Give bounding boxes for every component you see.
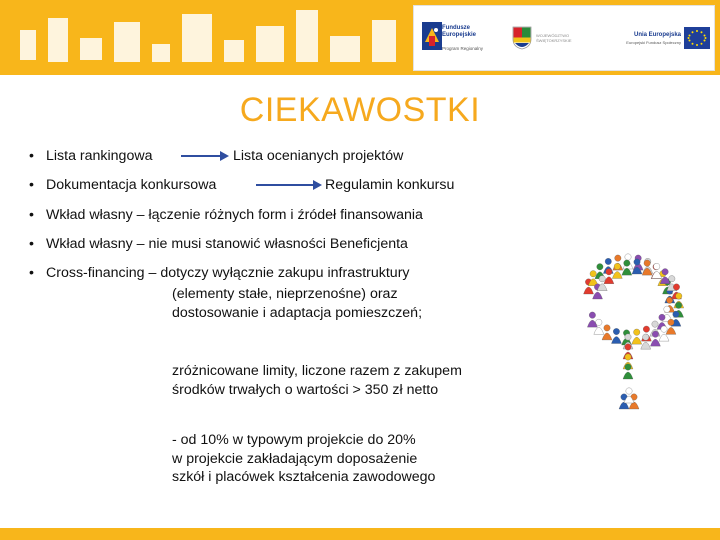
header-banner <box>0 0 720 75</box>
bullet-dot: • <box>29 236 34 252</box>
bullet-text: Wkład własny – łączenie różnych form i źródeł finansowania <box>46 207 423 223</box>
text-line: szkół i placówek kształcenia zawodowego <box>172 469 436 485</box>
text-line: - od 10% w typowym projekcie do 20% <box>172 432 416 448</box>
page-title: CIEKAWOSTKI <box>239 91 481 129</box>
footer-bar <box>0 528 720 540</box>
bullet-text: Wkład własny – nie musi stanowić własności Beneficjenta <box>46 236 408 252</box>
arrow-right-icon <box>255 179 323 191</box>
text-line: zróżnicowane limity, liczone razem z zakupem <box>172 363 462 379</box>
eu-label <box>601 32 681 46</box>
eu-flag-icon <box>684 27 710 49</box>
text-line: w projekcie zakładającym doposażenie <box>172 450 418 467</box>
bullet-text: Cross-financing – dotyczy wyłącznie zakupu infrastruktury <box>46 265 410 281</box>
funds-logo-subtitle: Program Regionalny <box>442 46 484 51</box>
cross-financing-limits <box>172 362 462 399</box>
bullet-dot: • <box>29 148 34 164</box>
bullet-text-right: Regulamin konkursu <box>325 177 455 193</box>
coat-of-arms-icon <box>512 26 532 50</box>
cross-financing-percent <box>172 431 435 487</box>
funds-logo-title: Fundusze Europejskie <box>442 25 477 38</box>
question-mark-pawns-image <box>558 245 698 415</box>
bullet-text-left: Dokumentacja konkursowa <box>46 177 217 193</box>
logo-strip <box>413 5 715 71</box>
text-line: środków trwałych o wartości > 350 zł netto <box>172 381 439 398</box>
bullet-dot: • <box>29 265 34 281</box>
eu-title: Unia Europejska <box>633 32 681 38</box>
text-line: dostosowanie i adaptacja pomieszczeń; <box>172 304 423 321</box>
region-name: WOJEWÓDZTWO ŚWIĘTOKRZYSKIE <box>536 33 572 43</box>
eu-subtitle: Europejski Fundusz Społeczny <box>626 40 681 45</box>
bullet-dot: • <box>29 207 34 223</box>
bullet-dot: • <box>29 177 34 193</box>
bullet-text-left: Lista rankingowa <box>46 148 153 164</box>
text-line: (elementy stałe, nieprzenośne) oraz <box>172 286 398 302</box>
cross-financing-details <box>172 285 422 322</box>
arrow-right-icon <box>180 150 230 162</box>
bullet-text-right: Lista ocenianych projektów <box>233 148 404 164</box>
